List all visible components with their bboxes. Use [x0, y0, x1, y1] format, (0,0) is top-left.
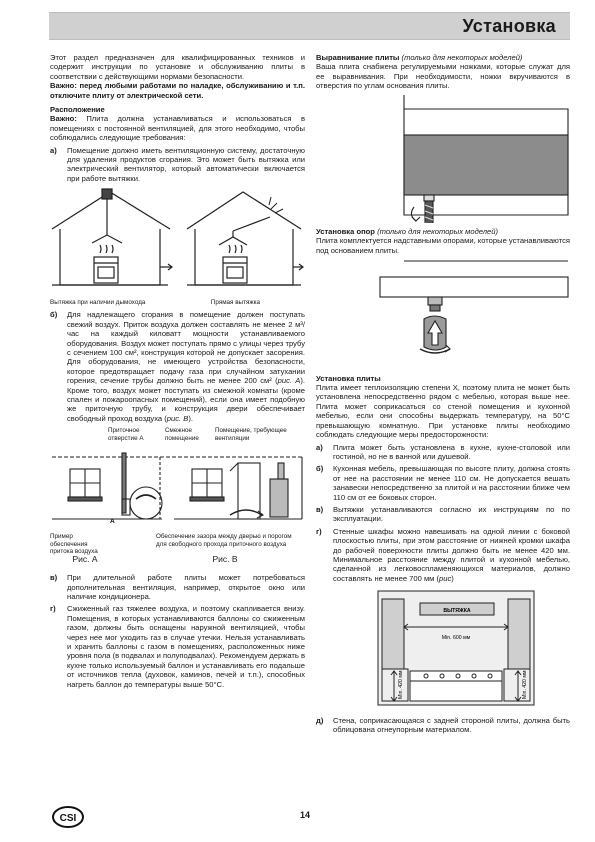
fig2-label-a: Рис. A [72, 554, 98, 565]
placement-important-label: Важно: [50, 114, 77, 124]
page-title: Установка [462, 16, 556, 36]
leveling-text: Ваша плита снабжена регулируемыми ножками, которые служат для ее выравнивания. При необходимости, ножки вкручиваются в отверстия по углам основания плиты. [316, 62, 570, 91]
leveling-heading: Выравнивание плиты [316, 53, 400, 62]
intro-text: Этот раздел предназначен для квалифицированных техников и содержит инструкции по установке и обслуживанию плиты в соответствии с действующими нормами безопасности. [50, 53, 305, 81]
left-column [50, 53, 305, 689]
item-g-figure-ref: рис [439, 573, 452, 583]
title-bar [49, 12, 570, 40]
placement-text: Плита должна устанавливаться и использоваться в помещениях с постоянной вентиляцией, для этого необходимо, чтобы соблюдались следующие требования: [50, 114, 305, 143]
list-item-g [50, 604, 305, 689]
ventilation-houses-illustration [50, 187, 305, 295]
fig1-caption-right: Прямая вытяжка [210, 298, 260, 306]
legs-heading: Установка опор [316, 227, 375, 237]
placement-paragraph [50, 114, 305, 142]
list-item-v [50, 573, 305, 601]
legs-heading-line [316, 227, 570, 236]
diagram-min600-label: Min. 600 мм [441, 635, 471, 642]
item-g-text-1: Стенные шкафы можно навешивать на одной линии с боковой плоскостью плиты, при этом расстояние от нижней кромки шкафа до рабочей поверхности плиты должно быть не менее 420 мм. Минимальное расстояние между плитой и кухонной мебелью, сделанной из легковоспламеняющихся материалов, должно составлять не менее 700 мм ( [333, 526, 570, 583]
leveling-foot-illustration [316, 95, 570, 223]
list-marker: в) [50, 573, 58, 583]
item-b-text-2: ). Кроме того, воздух может поступать из смежной комнаты (кроме спален и пожароопасных помещений), если она имеет подобную же приточную трубу, и конструкция двери обеспечивает свободный проход воздуха ( [67, 376, 306, 423]
placement-heading: Расположение [50, 105, 105, 115]
list-item-text: Вытяжки устанавливаются согласно их инструкциям по по эксплуатации. [333, 504, 570, 524]
install-item-g [316, 527, 570, 583]
air-inlet-figure [50, 427, 305, 569]
list-marker: б) [316, 464, 324, 474]
install-item-d [316, 716, 570, 735]
list-marker: г) [50, 604, 56, 614]
fig1-caption-left: Вытяжка при наличии дымохода [50, 298, 146, 306]
diagram-min420-right-label: Min. 420 мм [522, 670, 528, 700]
csi-logo [52, 806, 84, 828]
right-column [316, 53, 570, 734]
diagram-hood-label: ВЫТЯЖКА [443, 608, 471, 615]
fig2-top-label-1: Приточное отверстие А [108, 427, 144, 442]
leveling-note: (только для некоторых моделей) [401, 53, 523, 62]
warning-text: Важно: перед любыми работами по наладке, обслуживанию и т.п. отключите плиту от электрической сети. [50, 81, 305, 100]
list-marker: а) [316, 442, 323, 452]
list-marker: а) [50, 145, 57, 155]
air-inlet-illustration [50, 443, 305, 533]
list-item-text [67, 310, 305, 423]
legs-text: Плита комплектуется надставными опорами, которые устанавливаются под основанием плиты. [316, 236, 570, 255]
fig2-top-label-3: Помещение, требующее вентиляции [215, 427, 287, 442]
install-item-b [316, 464, 570, 502]
install-text: Плита имеет теплоизоляцию степени X, поэтому плита не может быть установлена непосредственно рядом с мебелью, которая выше нее. Плита может соприкасаться со стеной помещения и кухонной мебелью, если они способны выдержать температуру, на 50°C превышающую комнатную. При установке плиты необходимо соблюдать следующие меры предосторожности: [316, 383, 570, 440]
list-item-b [50, 310, 305, 423]
list-item-text: Кухонная мебель, превышающая по высоте плиту, должна стоять от нее на расстоянии не менее 110 см. Не допускается вешать занавески непосредственно за плитой и на расстоянии ближе чем 110 см от ее боковых сторон. [333, 464, 570, 502]
page-number: 14 [300, 810, 311, 820]
list-marker: г) [316, 526, 322, 536]
item-b-text-1: Для надлежащего сгорания в помещение должен поступать свежий воздух. Приток воздуха должен составлять не менее 2 м³/час на каждый киловатт мощности устанавливаемого оборудования. Воздух может поступать прямо с улицы через трубу с сечением 100 см², конструкция которой не допускает засорения. Для оборудования, не имеющего устройства безопасности, которое предотвращает подачу газа при случайном затухании горения, сечение трубы должно быть не менее 200 см² ( [67, 310, 305, 386]
list-item-text: При длительной работе плиты может потребоваться дополнительная вентиляция, например, открытое окно или наличие кондиционера. [67, 573, 305, 601]
list-marker: в) [316, 504, 324, 514]
list-item-a [50, 146, 305, 184]
fig2-caption-left: Пример обеспечения притока воздуха [50, 533, 98, 556]
list-item-text: Плита может быть установлена в кухне, кухне-столовой или гостиной, но не в ванной или душевой. [333, 442, 570, 461]
list-item-text: Стена, соприкасающаяся с задней стороной плиты, должна быть облицована огнеупорным материалом. [333, 715, 570, 734]
item-b-figure-ref-a: рис. A [277, 376, 301, 386]
diagram-min420-left-label: Min. 420 мм [398, 670, 404, 700]
list-item-text: Сжиженный газ тяжелее воздуха, и поэтому скапливается внизу. Помещения, в которых устанавливаются баллоны со сжиженным газом, должны быть оснащены наружной вентиляцией, чтобы через нее мог уходить газ в случае утечки. Нельзя устанавливать и хранить баллоны с газом в помещениях, расположенных ниже уровня пола (в подвалах и полуподвалах). Рекомендуем держать в кухне только используемый баллон и устанавливать его подальше от источников тепла (духовок, каминов, печей и т.п.), способных нагреть баллон до температуры выше 50°С. [67, 604, 305, 689]
support-legs-illustration [316, 259, 570, 367]
list-marker: б) [50, 310, 58, 320]
fig2-label-b: Рис. B [212, 554, 238, 565]
list-item-text [333, 527, 570, 583]
clearance-diagram [376, 589, 536, 707]
install-item-a [316, 443, 570, 462]
fig2-caption-right: Обеспечение зазора между дверью и порогом для свободного прохода приточного воздуха [156, 533, 292, 548]
item-b-figure-ref-b: рис. B [166, 413, 189, 423]
install-heading: Установка плиты [316, 373, 381, 383]
item-g-text-2: ) [451, 573, 454, 583]
legs-note: (только для некоторых моделей) [377, 227, 498, 237]
list-marker: д) [316, 715, 324, 725]
list-item-text: Помещение должно иметь вентиляционную систему, достаточную для удаления продуктов сгорания. Это может быть вытяжка или электрический вентилятор, который автоматически включается при работе вытяжки. [67, 145, 305, 183]
install-item-v [316, 505, 570, 524]
logo-text: CSI [59, 813, 77, 824]
item-b-text-3: ). [188, 413, 193, 423]
fig2-top-label-2: Смежное помещение [165, 427, 199, 442]
leveling-heading-line [316, 53, 570, 62]
fig2-letter-a: A [110, 518, 115, 526]
ventilation-figure [50, 187, 305, 306]
